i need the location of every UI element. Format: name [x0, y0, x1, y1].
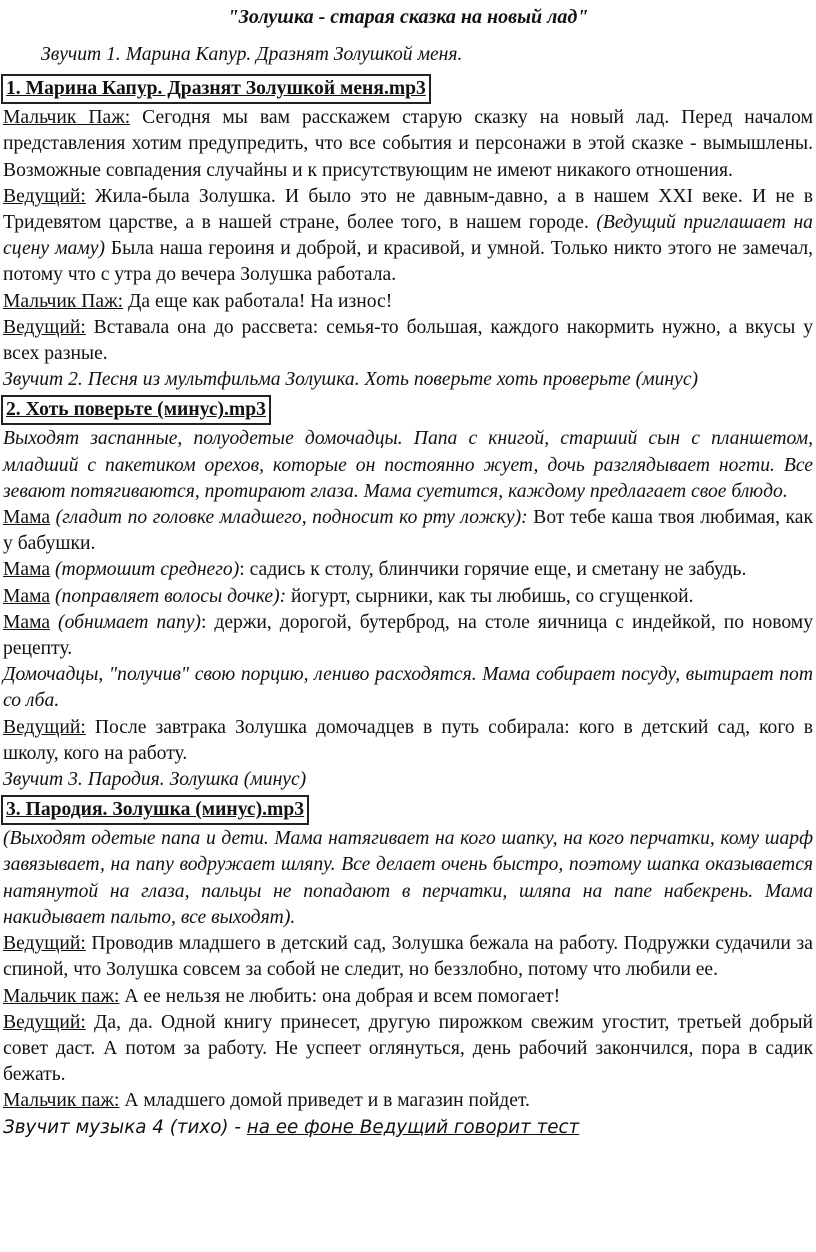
paragraph-text: йогурт, сырники, как ты любишь, со сгущенкой.	[286, 585, 694, 607]
speaker-label: Мальчик Паж:	[3, 290, 124, 312]
paragraph-text: Проводив младшего в детский сад, Золушка бежала на работу. Подружки судачили за спиной, что Золушка совсем за собой не следит, но беззлобно, потому что любили ее.	[3, 933, 813, 981]
paragraph-host-3	[3, 715, 813, 767]
sound-note-3: Звучит 3. Пародия. Золушка (минус)	[3, 769, 307, 791]
paragraph-text: Да, да. Одной книгу принесет, другую пирожком свежим угостит, третьей добрый совет даст. А потом за работу. Не успеет оглянуться, день рабочий закончился, пора в садик бежать.	[3, 1011, 813, 1086]
audio-file-link-1[interactable]: 1. Марина Капур. Дразнят Золушкой меня.mp3	[1, 74, 431, 104]
sound-note-4	[3, 1115, 813, 1141]
stage-remark: (тормошит среднего)	[50, 559, 240, 581]
speaker-label: Мальчик Паж:	[3, 107, 131, 129]
sound-note-underlined: на ее фоне Ведущий говорит тест	[246, 1116, 580, 1138]
paragraph-mom-2	[3, 557, 813, 583]
paragraph-page-boy-2	[3, 289, 813, 315]
paragraph-text: После завтрака Золушка домочадцев в путь собирала: кого в детский сад, кого в школу, кого на работу.	[3, 716, 813, 764]
paragraph-text: А ее нельзя не любить: она добрая и всем помогает!	[119, 985, 561, 1007]
paragraph-host-1	[3, 184, 813, 289]
stage-remark: (обнимает папу)	[50, 611, 201, 633]
sound-note-1: Звучит 1. Марина Капур. Дразнят Золушкой меня.	[41, 44, 463, 65]
speaker-label: Ведущий:	[3, 716, 86, 738]
paragraph-host-2	[3, 315, 813, 367]
paragraph-page-boy-1	[3, 105, 813, 184]
paragraph-text: Да еще как работала! На износ!	[123, 290, 393, 312]
speaker-label: Мама	[3, 559, 51, 581]
paragraph-text: Была наша героиня и доброй, и красивой, и умной. Только никто этого не замечал, потому что с утра до вечера Золушка работала.	[3, 238, 813, 286]
speaker-label: Ведущий:	[3, 316, 86, 338]
paragraph-text: А младшего домой приведет и в магазин пойдет.	[119, 1090, 530, 1112]
paragraph-mom-1	[3, 505, 813, 557]
paragraph-text: : держи, дорогой, бутерброд, на столе яичница с индейкой, по новому рецепту.	[3, 611, 814, 660]
speaker-label: Ведущий:	[3, 1011, 86, 1033]
speaker-label: Мама	[3, 585, 51, 607]
stage-remark: (Ведущий приглашает на сцену маму)	[3, 212, 813, 260]
stage-direction-2: Домочадцы, "получив" свою порцию, лениво расходятся. Мама собирает посуду, вытирает пот со лба.	[3, 664, 813, 712]
speaker-label: Мальчик паж:	[3, 985, 120, 1007]
stage-remark: (гладит по головке младшего, подносит ко рту ложку):	[50, 507, 528, 529]
paragraph-mom-4	[3, 610, 813, 662]
speaker-label: Ведущий:	[3, 933, 86, 955]
audio-file-link-3[interactable]: 3. Пародия. Золушка (минус).mp3	[1, 795, 309, 825]
stage-direction-1: Выходят заспанные, полуодетые домочадцы. Папа с книгой, старший сын с планшетом, младший с пакетиком орехов, которые он постоянно жует, дочь разглядывает ногти. Все зевают потягиваются, протирают глаза. Мама суетится, каждому предлагает свое блюдо.	[3, 428, 813, 502]
paragraph-page-boy-4	[3, 1088, 813, 1114]
speaker-label: Мама	[3, 611, 51, 633]
paragraph-page-boy-3	[3, 984, 813, 1010]
speaker-label: Мальчик паж:	[3, 1090, 120, 1112]
stage-direction-3: (Выходят одетые папа и дети. Мама натягивает на кого шапку, на кого перчатки, кому шарф завязывает, на папу водружает шляпу. Все делает очень быстро, поэтому шапка оказывается натянутой на глаза, пальцы не попадают в перчатки, шляпа на папе набекрень. Мама накидывает пальто, все выходят).	[3, 828, 813, 928]
paragraph-text: Жила-была Золушка. И было это не давным-давно, а в нашем XXI веке. И не в Тридевятом царстве, а в нашей стране, более того, в нашем городе.	[3, 185, 813, 234]
document-title: "Золушка - старая сказка на новый лад"	[227, 6, 589, 28]
paragraph-mom-3	[3, 584, 813, 610]
speaker-label: Ведущий:	[3, 185, 86, 207]
paragraph-text: : садись к столу, блинчики горячие еще, и сметану не забудь.	[239, 559, 747, 581]
speaker-label: Мама	[3, 507, 51, 529]
sound-note-text: Звучит музыка 4 (тихо) -	[3, 1116, 247, 1138]
audio-file-link-2[interactable]: 2. Хоть поверьте (минус).mp3	[1, 395, 271, 425]
paragraph-text: Вот тебе каша твоя любимая, как у бабушки.	[3, 507, 813, 555]
stage-remark: (поправляет волосы дочке):	[50, 585, 287, 607]
paragraph-host-4	[3, 931, 813, 983]
paragraph-text: Сегодня мы вам расскажем старую сказку на новый лад. Перед началом представления хотим предупредить, что все события и персонажи в этой сказке - вымышлены. Возможные совпадения случайны и к присутствующим не имеют никакого отношения.	[3, 107, 813, 181]
paragraph-text: Вставала она до рассвета: семья-то большая, каждого накормить нужно, а вкусы у всех разные.	[3, 316, 813, 365]
paragraph-host-5	[3, 1010, 813, 1089]
sound-note-2: Звучит 2. Песня из мультфильма Золушка. Хоть поверьте хоть проверьте (минус)	[3, 369, 699, 391]
